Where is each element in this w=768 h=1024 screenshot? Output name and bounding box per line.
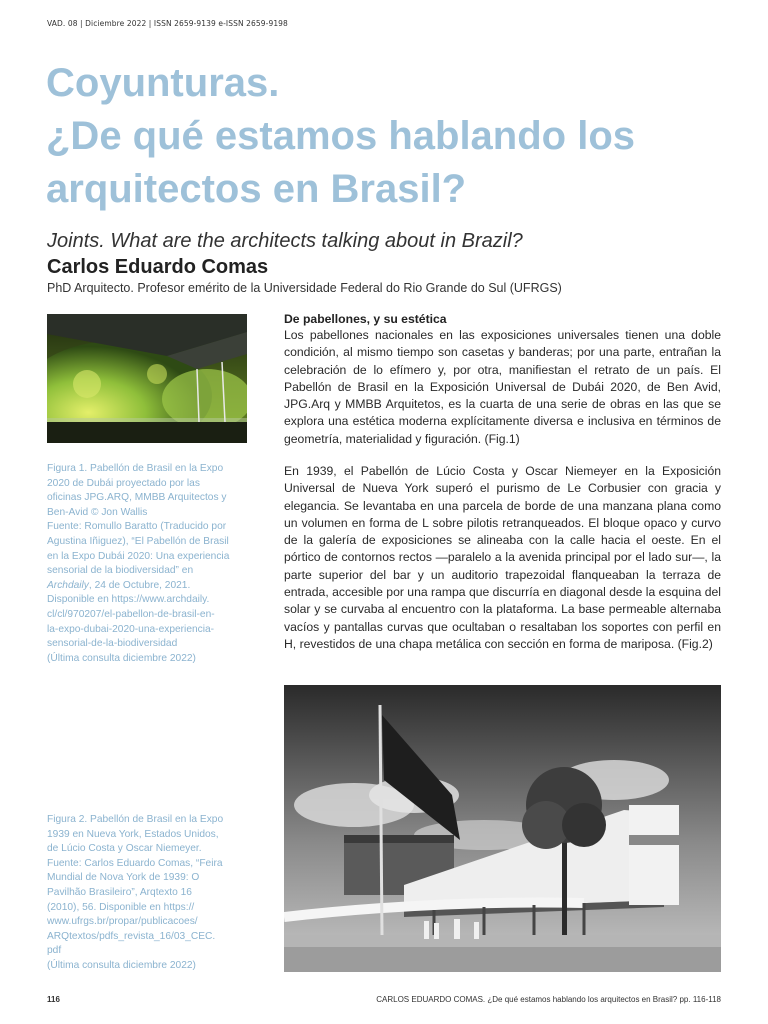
figure-2-image	[284, 685, 721, 972]
title-line-3: arquitectos en Brasil?	[46, 167, 467, 211]
title-line-2: ¿De qué estamos hablando los	[46, 114, 636, 158]
footer-reference: CARLOS EDUARDO COMAS. ¿De qué estamos hablando los arquitectos en Brasil? pp. 116-118	[376, 995, 721, 1004]
figure-1-caption-source: Archdaily	[47, 579, 89, 591]
figure-1-caption-text: Figura 1. Pabellón de Brasil en la Expo 2020 de Dubái proyectado por las oficinas JPG.ARQ, MMBB Arquitectos y Ben-Avid © Jon Wallis Fuente: Romullo Baratto (Traducido por Agustina Iñiguez), “El Pabellón de Brasil en la Expo Dubái 2020: Una experiencia sensorial de la biodiversidad” en	[47, 463, 230, 577]
section-heading: De pabellones, y su estética	[284, 312, 447, 326]
author-name: Carlos Eduardo Comas	[47, 256, 269, 278]
author-affiliation: PhD Arquitecto. Profesor emérito de la Universidade Federal do Rio Grande do Sul (UFRGS)	[47, 281, 562, 295]
journal-meta: VAD. 08 | Diciembre 2022 | ISSN 2659-9139 e-ISSN 2659-9198	[47, 19, 288, 28]
figure-1-caption-text-end: , 24 de Octubre, 2021. Disponible en https://www.archdaily. cl/cl/970207/el-pabellon-de-brasil-en- la-expo-dubai-2020-una-experiencia- sensorial-de-la-biodiversidad (Última consulta diciembre 2022)	[47, 579, 215, 664]
english-subtitle: Joints. What are the architects talking about in Brazil?	[47, 230, 523, 252]
body-paragraph-2: En 1939, el Pabellón de Lúcio Costa y Oscar Niemeyer en la Exposición Universal de Nueva York superó el purismo de Le Corbusier con gracia y elegancia. Se levantaba en una parcela de borde de una manzana plana como un volumen en forma de L sobre pilotis retranqueados. El bloque opaco y curvo de la galería de exposiciones se alineaba con la calle hacia el oeste. En el pórtico de contornos rectos —paralelo a la avenida principal por el lado sur—, la parte superior del bar y un auditorio trapezoidal flanqueaban la terraza de entrada, accesible por una rampa que discurría en diagonal desde la esquina del solar y se curvaba al encuentro con la plataforma. La base permeable alternaba vacíos y pantallas curvas que ocultaban o resaltaban los soportes con perfil en H, revestidos de una chapa metálica con sección en forma de mariposa. (Fig.2)	[284, 464, 722, 651]
body-paragraph-1: Los pabellones nacionales en las exposiciones universales tienen una doble condición, al mismo tiempo son casetas y banderas; por una parte, entrañan la celebración de lo efímero y, por otra, manifiestan el retrato de un país. El Pabellón de Brasil en la Exposición Universal de Dubái 2020, de Ben Avid, JPG.Arq y MMBB Arquitetos, es la cuarta de una serie de obras en las que se explora una estética moderna explícitamente diversa e inclusiva en términos de geometría, materialidad y figuración. (Fig.1)	[284, 328, 721, 446]
page-number: 116	[47, 995, 60, 1004]
figure-1-caption	[47, 462, 257, 666]
title-line-1: Coyunturas.	[46, 61, 280, 105]
figure-2-caption: Figura 2. Pabellón de Brasil en la Expo 1939 en Nueva York, Estados Unidos, de Lúcio Costa y Oscar Niemeyer. Fuente: Carlos Eduardo Comas, “Feira Mundial de Nova York de 1939: O Pavilhão Brasileiro”, Arqtexto 16 (2010), 56. Disponible en https:// www.ufrgs.br/propar/publicacoes/ ARQtextos/pdfs_revista_16/03_CEC. pdf (Última consulta diciembre 2022)	[47, 814, 224, 971]
article-title	[46, 57, 746, 216]
figure-1-image	[47, 314, 247, 443]
